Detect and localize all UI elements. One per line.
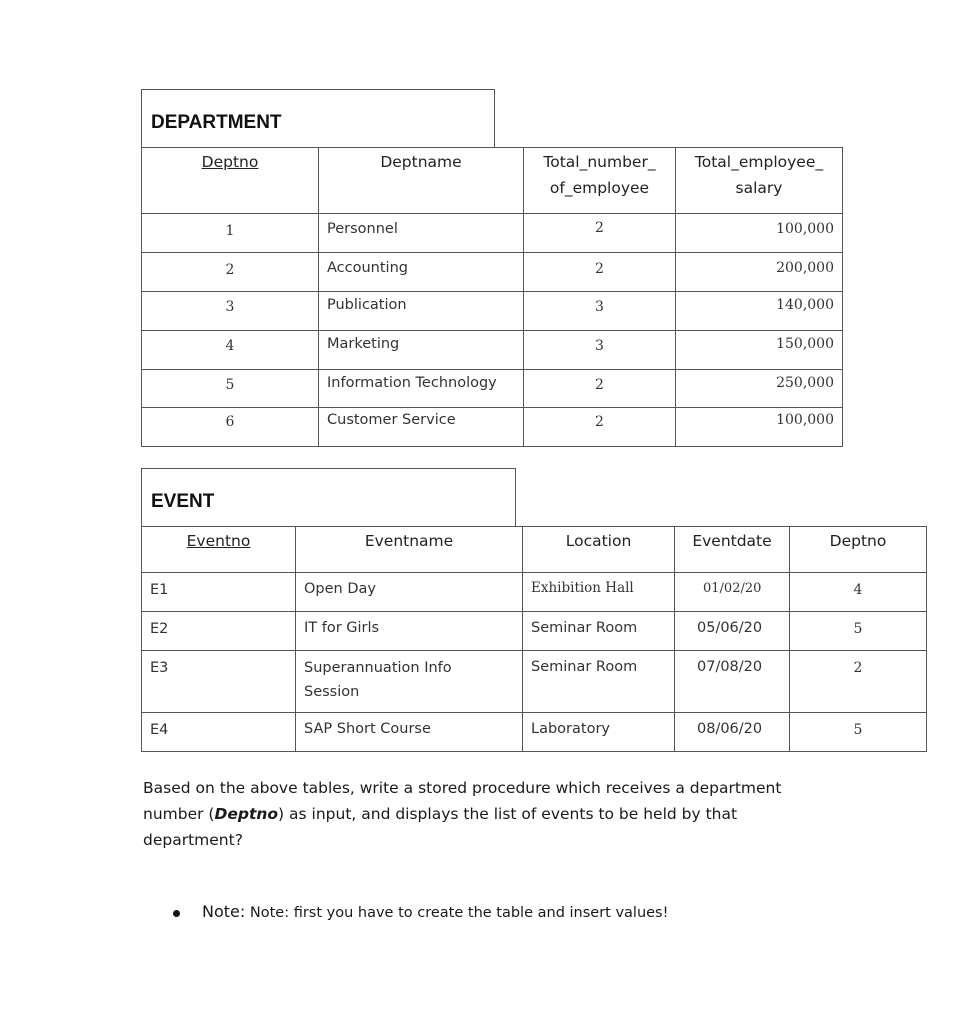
deptno-cell: 4	[142, 331, 319, 370]
question-paragraph	[143, 775, 863, 853]
deptname-cell: Customer Service	[319, 408, 524, 447]
header-deptno: Deptno	[142, 148, 319, 214]
bullet-icon	[173, 910, 180, 917]
eventdate-cell: 08/06/20	[675, 713, 790, 752]
salary-cell: 150,000	[676, 331, 843, 370]
table-row	[142, 292, 843, 331]
header-deptname: Deptname	[319, 148, 524, 214]
event-table	[141, 526, 927, 752]
deptname-cell: Marketing	[319, 331, 524, 370]
deptno-cell: 6	[142, 408, 319, 447]
header-eventname: Eventname	[296, 527, 523, 573]
note-lead: Note:	[202, 902, 246, 921]
header-total-number-of-employee: Total_number_ of_employee	[524, 148, 676, 214]
event-header-row	[142, 527, 927, 573]
table-row	[142, 370, 843, 408]
employee-count-cell: 2	[524, 214, 676, 253]
table-row	[142, 651, 927, 713]
salary-cell: 200,000	[676, 253, 843, 292]
deptno-cell: 3	[142, 292, 319, 331]
deptno-cell: 5	[790, 713, 927, 752]
department-table	[141, 147, 843, 447]
eventname-cell: Superannuation Info Session	[296, 651, 523, 713]
note-line	[202, 902, 902, 921]
salary-cell: 250,000	[676, 370, 843, 408]
deptno-cell: 2	[142, 253, 319, 292]
deptno-cell: 1	[142, 214, 319, 253]
deptno-emphasis: Deptno	[214, 805, 279, 823]
header-deptno: Deptno	[790, 527, 927, 573]
deptname-cell: Information Technology	[319, 370, 524, 408]
question-line-3: department?	[143, 831, 243, 849]
employee-count-cell: 2	[524, 370, 676, 408]
employee-count-cell: 2	[524, 408, 676, 447]
table-row	[142, 713, 927, 752]
deptno-cell: 4	[790, 573, 927, 612]
deptno-cell: 5	[790, 612, 927, 651]
deptname-cell: Personnel	[319, 214, 524, 253]
header-total-employee-salary: Total_employee_ salary	[676, 148, 843, 214]
header-eventdate: Eventdate	[675, 527, 790, 573]
header-location: Location	[523, 527, 675, 573]
department-title: DEPARTMENT	[151, 112, 282, 133]
eventno-cell: E4	[142, 713, 296, 752]
eventname-cell: IT for Girls	[296, 612, 523, 651]
location-cell: Exhibition Hall	[523, 573, 675, 612]
eventdate-cell: 07/08/20	[675, 651, 790, 713]
table-row	[142, 573, 927, 612]
salary-cell: 100,000	[676, 408, 843, 447]
eventdate-cell: 05/06/20	[675, 612, 790, 651]
table-row	[142, 612, 927, 651]
employee-count-cell: 3	[524, 292, 676, 331]
eventno-cell: E1	[142, 573, 296, 612]
employee-count-cell: 3	[524, 331, 676, 370]
department-title-box	[141, 89, 495, 147]
employee-count-cell: 2	[524, 253, 676, 292]
deptname-cell: Publication	[319, 292, 524, 331]
note-text: Note: first you have to create the table and insert values!	[249, 905, 669, 921]
deptno-cell: 2	[790, 651, 927, 713]
table-row	[142, 331, 843, 370]
location-cell: Laboratory	[523, 713, 675, 752]
event-title: EVENT	[151, 491, 215, 512]
eventno-cell: E3	[142, 651, 296, 713]
deptno-cell: 5	[142, 370, 319, 408]
table-row	[142, 214, 843, 253]
location-cell: Seminar Room	[523, 612, 675, 651]
header-eventno: Eventno	[142, 527, 296, 573]
eventdate-cell: 01/02/20	[675, 573, 790, 612]
deptname-cell: Accounting	[319, 253, 524, 292]
eventname-cell: SAP Short Course	[296, 713, 523, 752]
event-title-box	[141, 468, 516, 526]
salary-cell: 140,000	[676, 292, 843, 331]
table-row	[142, 253, 843, 292]
department-header-row	[142, 148, 843, 214]
location-cell: Seminar Room	[523, 651, 675, 713]
table-row	[142, 408, 843, 447]
eventname-cell: Open Day	[296, 573, 523, 612]
eventno-cell: E2	[142, 612, 296, 651]
question-line-2: number (Deptno) as input, and displays the list of events to be held by that	[143, 805, 738, 823]
salary-cell: 100,000	[676, 214, 843, 253]
question-line-1: Based on the above tables, write a stored procedure which receives a department	[143, 779, 782, 797]
